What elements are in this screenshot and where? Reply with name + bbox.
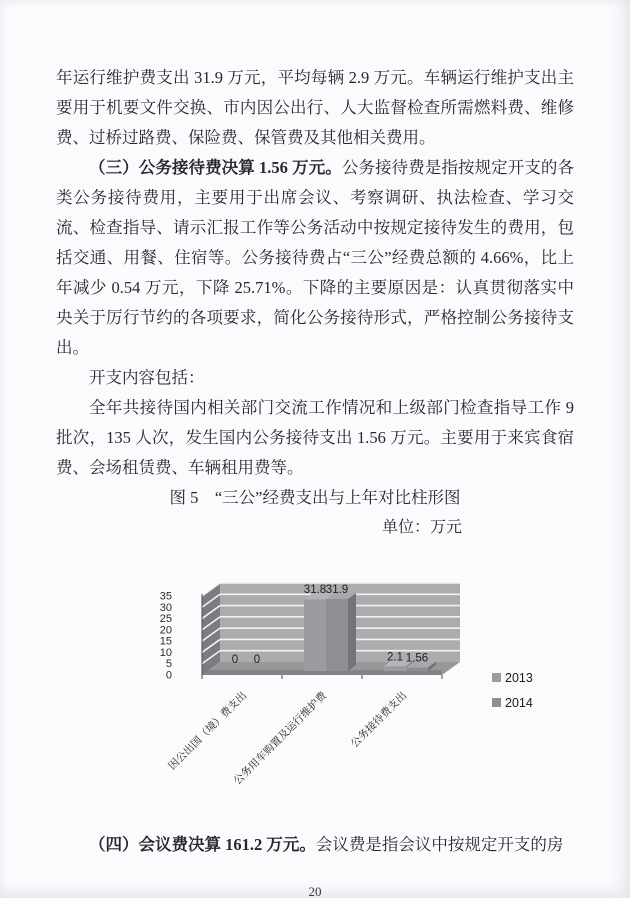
figure-caption: 图 5 “三公”经费支出与上年对比柱形图	[169, 488, 461, 507]
svg-text:公务用车购置及运行维护费: 公务用车购置及运行维护费	[231, 689, 330, 788]
text-run: 开支内容包括：	[89, 368, 205, 387]
bar-chart-canvas	[145, 568, 575, 805]
svg-text:25: 25	[159, 613, 172, 626]
body-text-after-chart	[56, 830, 574, 860]
svg-text:2013: 2013	[505, 671, 533, 685]
text-run: 会议费是指会议中按规定开支的房	[315, 835, 564, 854]
svg-text:10: 10	[159, 646, 172, 659]
figure-unit-label: 单位：万元	[381, 519, 462, 536]
body-text	[56, 63, 574, 483]
svg-text:1.56: 1.56	[405, 652, 429, 665]
paragraph	[56, 830, 574, 860]
paragraph	[56, 363, 574, 393]
svg-text:31.8: 31.8	[303, 584, 327, 597]
svg-text:30: 30	[159, 601, 172, 614]
svg-text:20: 20	[159, 624, 172, 637]
svg-text:5: 5	[165, 658, 172, 671]
text-run: 全年共接待国内相关部门交流工作情况和上级部门检查指导工作 9 批次，135 人次，发生国内公务接待支出 1.56 万元。主要用于来宾食宿费、会场租赁费、车辆租用费等。	[56, 398, 574, 477]
paragraph	[56, 393, 574, 483]
page-number: 20	[308, 884, 322, 898]
three-public-expenses-bar-chart	[56, 568, 574, 830]
svg-text:2.1: 2.1	[387, 651, 403, 664]
paragraph	[56, 63, 574, 153]
text-run-bold: （四）会议费决算 161.2 万元。	[89, 835, 316, 854]
svg-text:0: 0	[165, 669, 172, 682]
text-run: 公务接待费是指按规定开支的各类公务接待费用，主要用于出席会议、考察调研、执法检查、学习交流、检查指导、请示汇报工作等公务活动中按规定接待发生的费用，包括交通、用餐、住宿等。公务接待费占“三公”经费总额的 4.66%，比上年减少 0.54 万元，下降 25.71%。下降的主要原因是：认真贯彻落实中央关于厉行节约的各项要求，简化公务接待形式，严格控制公务接待支出。	[56, 158, 575, 357]
text-run: 年运行维护费支出 31.9 万元，平均每辆 2.9 万元。车辆运行维护支出主要用于机要文件交换、市内因公出行、人大监督检查所需燃料费、维修费、过桥过路费、保险费、保管费及其他相关费用。	[56, 68, 574, 147]
svg-text:31.9: 31.9	[325, 583, 349, 596]
paragraph	[56, 153, 574, 363]
svg-text:0: 0	[253, 654, 261, 666]
svg-text:0: 0	[231, 654, 239, 666]
svg-text:公务接待费支出: 公务接待费支出	[348, 689, 410, 751]
text-run-bold: （三）公务接待费决算 1.56 万元。	[89, 158, 342, 177]
svg-text:2014: 2014	[505, 696, 533, 710]
svg-text:35: 35	[159, 590, 172, 603]
svg-text:15: 15	[159, 635, 172, 648]
svg-text:因公出国（境）费支出: 因公出国（境）费支出	[166, 689, 250, 773]
